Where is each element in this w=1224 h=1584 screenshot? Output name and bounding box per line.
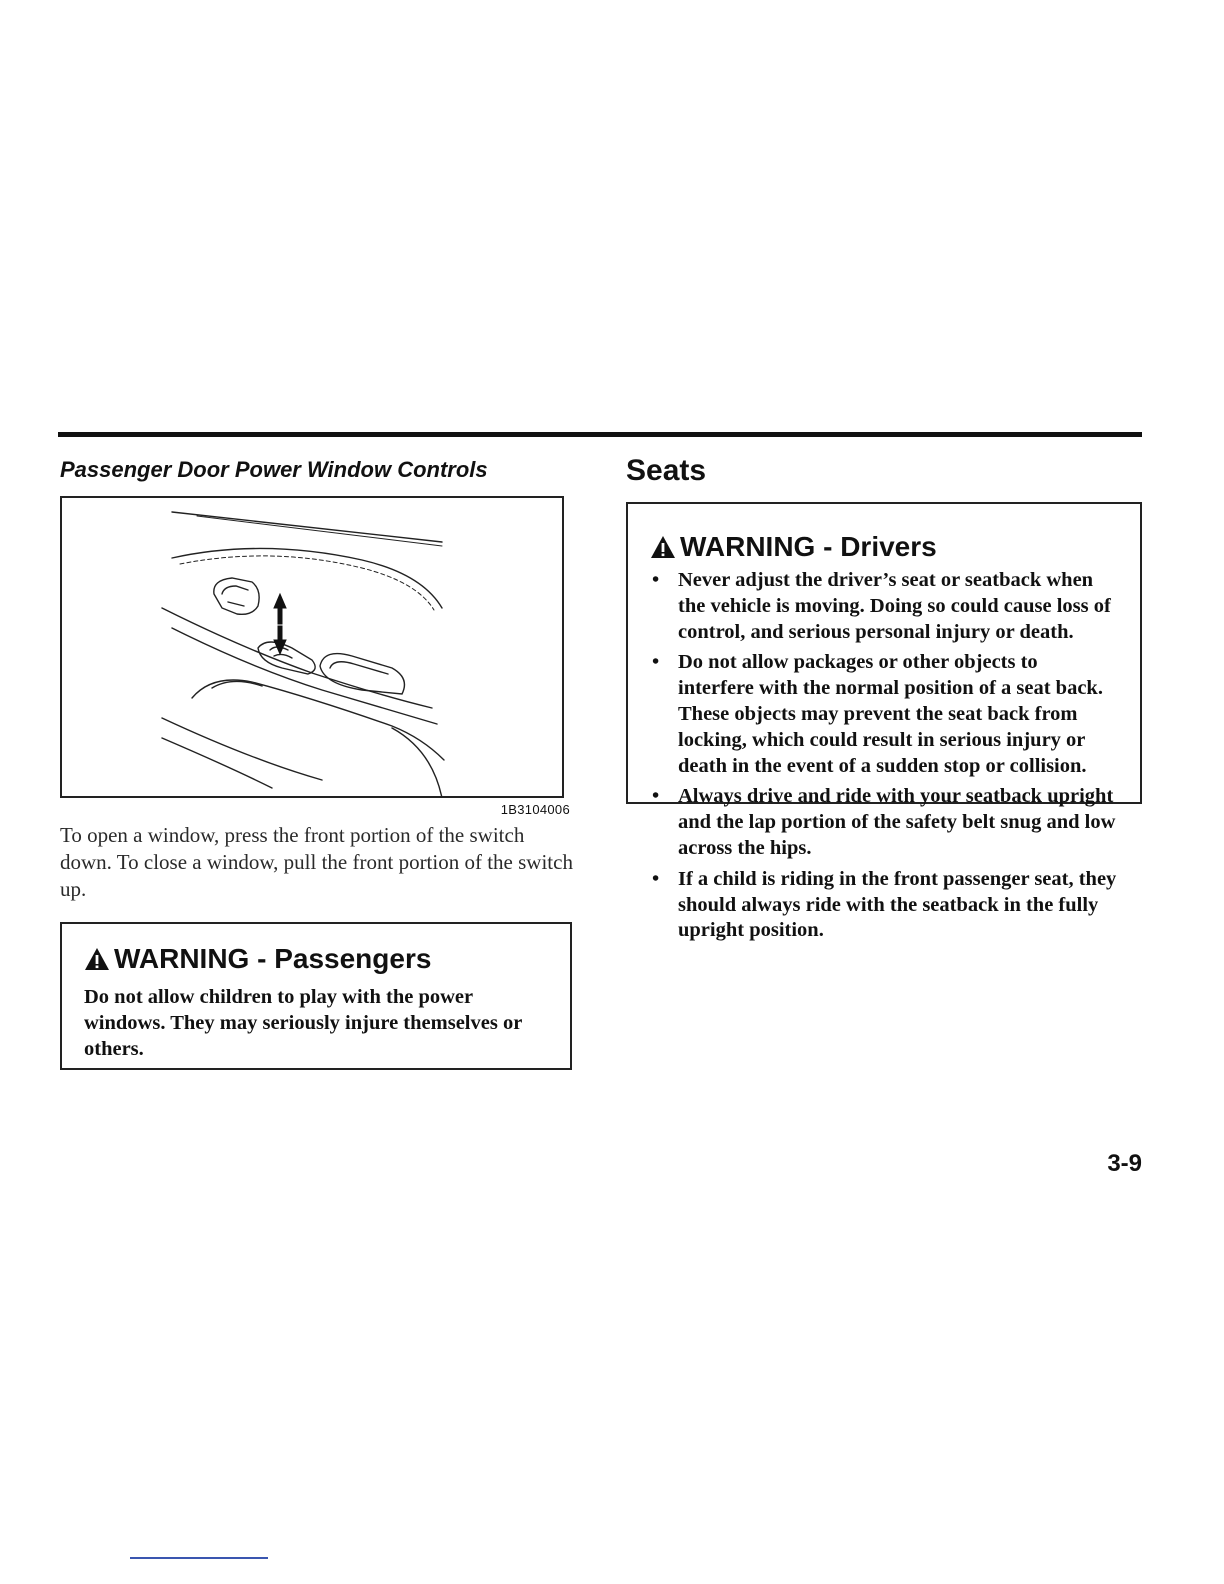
left-column (60, 456, 573, 1060)
warning-passengers-title: WARNING - Passengers (114, 943, 432, 974)
door-switch-illustration (62, 498, 562, 796)
right-column (626, 452, 1144, 942)
warning-drivers-box (626, 502, 1142, 942)
seats-heading: Seats (626, 454, 707, 487)
warning-drivers-title-row (650, 530, 1118, 564)
window-instructions: To open a window, press the front portion of the switch down. To close a window, pull the front portion of the switch up. (60, 823, 573, 901)
warning-passengers-title-row (84, 942, 548, 976)
warning-passengers-box (60, 922, 572, 1070)
warning-drivers-title: WARNING - Drivers (680, 531, 937, 562)
list-item: • Never adjust the driver’s seat or seatback when the vehicle is moving. Doing so could cause loss of control, and serious personal injury or death. (652, 569, 1111, 643)
section-subtitle: Passenger Door Power Window Controls (60, 457, 488, 482)
figure-code: 1B3104006 (500, 802, 570, 817)
warning-passengers-text: Do not allow children to play with the power windows. They may seriously injure themselves or others. (84, 986, 522, 1060)
warning-drivers-list (650, 568, 1118, 944)
bottom-divider (130, 1557, 268, 1559)
page-number: 3-9 (1107, 1150, 1142, 1177)
list-item: • If a child is riding in the front passenger seat, they should always ride with the seatback in the fully upright position. (652, 867, 1117, 942)
list-item: • Do not allow packages or other objects to interfere with the normal position of a seat back. These objects may prevent the seat back from locking, which could result in serious injury or death in the event of a sudden stop or collision. (652, 651, 1103, 777)
warning-triangle-icon (650, 535, 676, 559)
door-switch-figure (60, 496, 564, 798)
list-item: • Always drive and ride with your seatback upright and the lap portion of the safety belt snug and low across the hips. (652, 785, 1116, 859)
warning-triangle-icon (84, 947, 110, 971)
top-divider (58, 432, 1142, 437)
